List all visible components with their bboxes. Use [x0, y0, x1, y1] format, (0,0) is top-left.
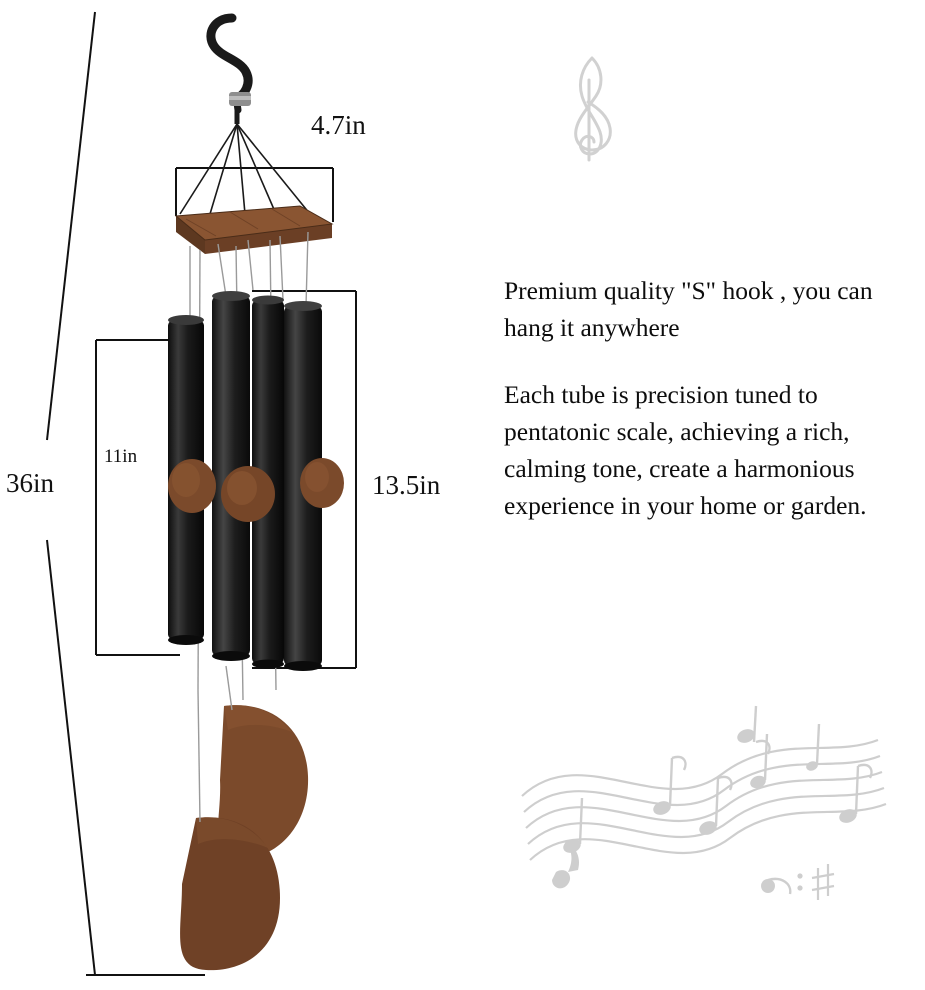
music-staff-icon: [512, 700, 892, 920]
dimension-total-height: 36in: [6, 468, 55, 498]
treble-clef-icon: [556, 50, 626, 170]
dimension-top-disc-width: 4.7in: [311, 110, 366, 140]
dimension-tube-length-long: 13.5in: [372, 470, 441, 500]
dimension-tube-length-short: 11in: [104, 446, 138, 467]
wooden-top-disc: [176, 206, 332, 254]
feature-text-block: [504, 272, 916, 524]
feature-text-tuning: Each tube is precision tuned to pentatonic scale, achieving a rich, calming tone, create a harmonious experience in your home or garden.: [504, 380, 867, 520]
s-hook: [211, 18, 251, 124]
feature-text-hook: Premium quality "S" hook , you can hang it anywhere: [504, 276, 873, 342]
